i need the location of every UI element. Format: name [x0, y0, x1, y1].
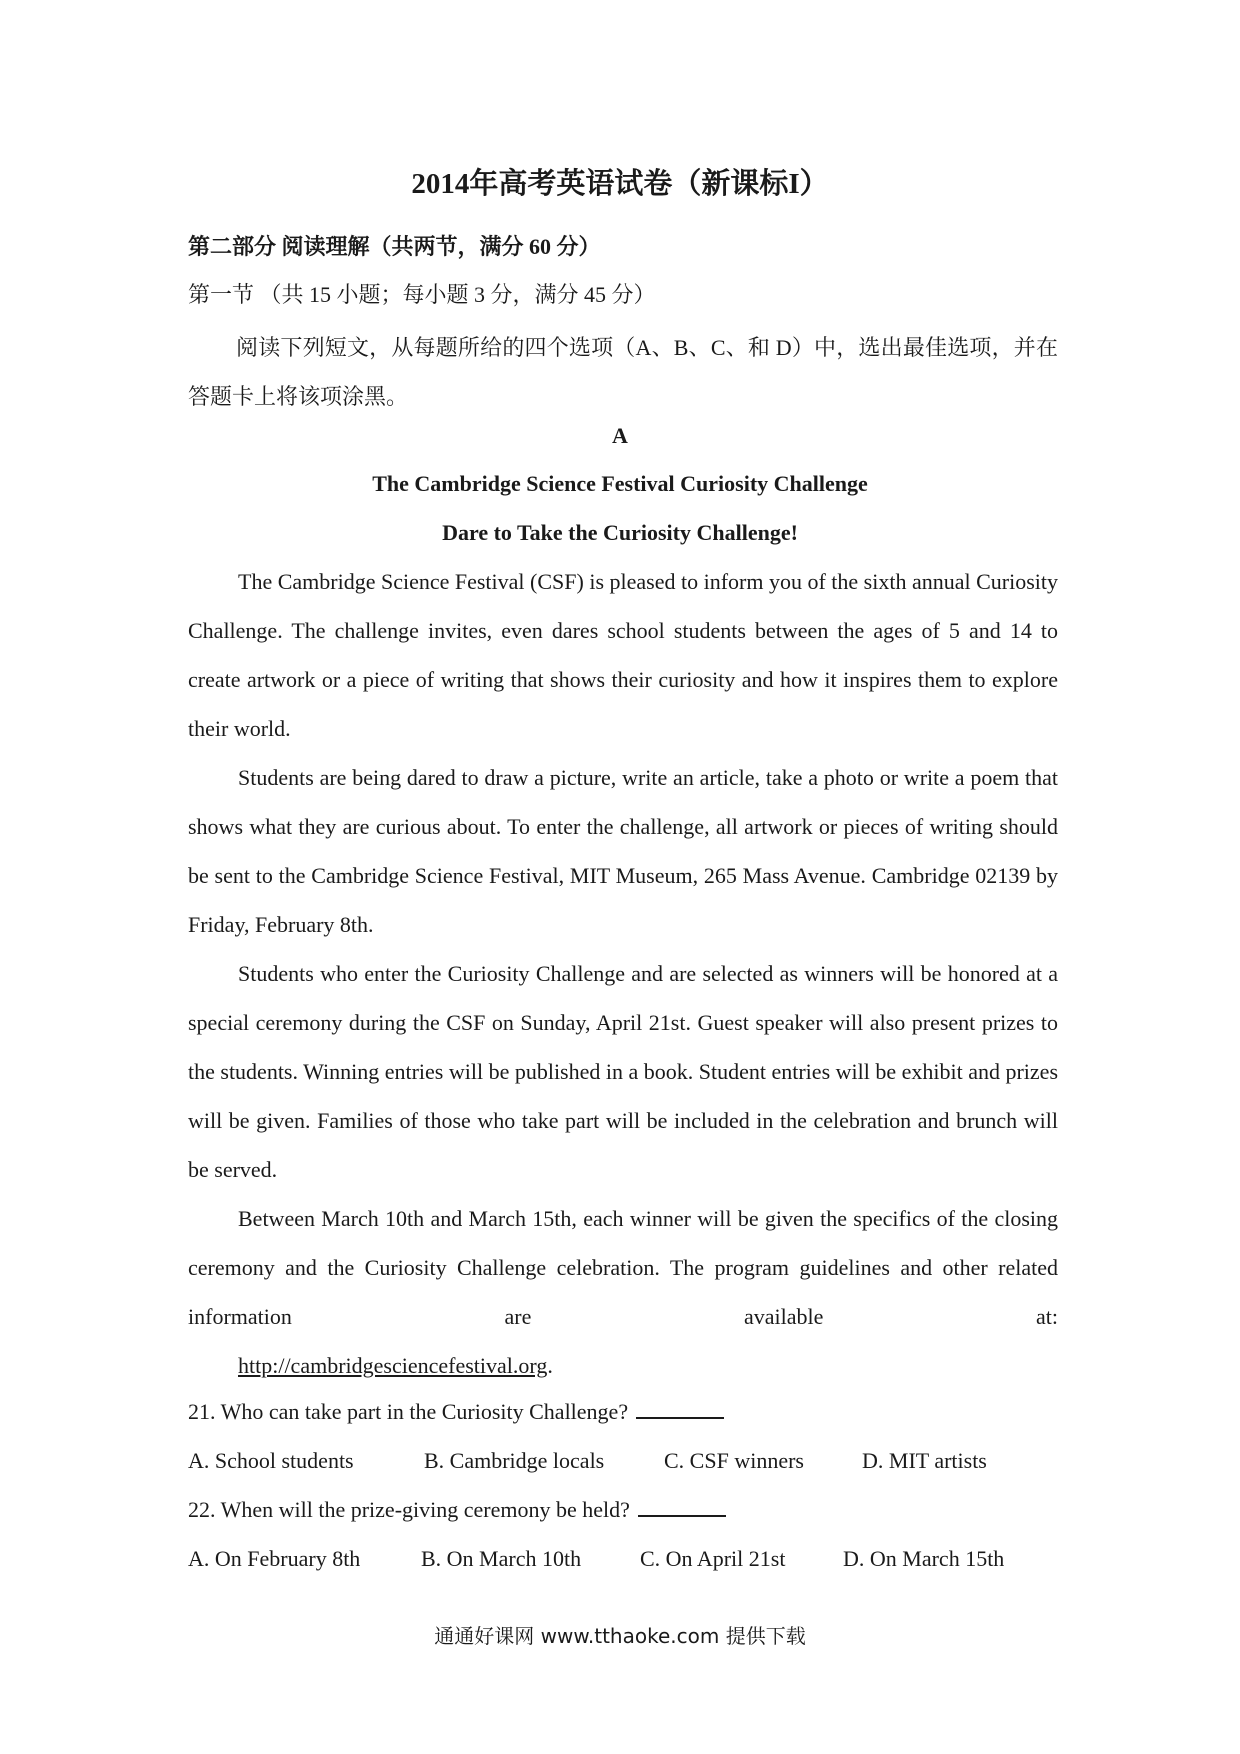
option-a: A. School students — [188, 1448, 354, 1473]
answer-options — [188, 1534, 1088, 1583]
question-stem — [188, 1387, 1088, 1436]
answer-blank — [638, 1495, 726, 1517]
option-d: D. MIT artists — [862, 1448, 987, 1473]
option-a: A. On February 8th — [188, 1546, 361, 1571]
question-stem-text: 22. When will the prize-giving ceremony be held? — [188, 1497, 630, 1522]
passage-paragraph: Students are being dared to draw a picture, write an article, take a photo or write a poem that shows what they are curious about. To enter the challenge, all artwork or pieces of writing should be sent to the Cambridge Science Festival, MIT Museum, 265 Mass Avenue. Cambridge 02139 by Friday, February 8th. — [188, 765, 1058, 937]
url-line — [188, 1341, 1058, 1390]
question-22 — [188, 1485, 1088, 1583]
question-stem — [188, 1485, 1088, 1534]
instruction-text: 阅读下列短文，从每题所给的四个选项（A、B、C、和 D）中，选出最佳选项，并在答题卡上将该项涂黑。 — [188, 335, 1058, 409]
answer-options — [188, 1436, 1088, 1485]
question-21 — [188, 1387, 1088, 1485]
questions-section — [188, 1387, 1088, 1583]
section-heading: 第二部分 阅读理解（共两节，满分 60 分） — [188, 234, 601, 259]
festival-url-link[interactable]: http://cambridgesciencefestival.org — [238, 1353, 548, 1378]
passage-subtitle: Dare to Take the Curiosity Challenge! — [442, 520, 798, 545]
passage-paragraph: Between March 10th and March 15th, each winner will be given the specifics of the closing ceremony and the Curiosity Challenge celebration. The program guidelines and other related information are available at: — [188, 1206, 1058, 1329]
option-b: B. On March 10th — [421, 1546, 582, 1571]
passage-title: The Cambridge Science Festival Curiosity Challenge — [372, 471, 868, 496]
passage-body — [188, 557, 1058, 1390]
option-c: C. CSF winners — [664, 1448, 804, 1473]
url-suffix: . — [547, 1353, 553, 1378]
question-stem-text: 21. Who can take part in the Curiosity Challenge? — [188, 1399, 629, 1424]
subsection-heading: 第一节 （共 15 小题；每小题 3 分，满分 45 分） — [188, 282, 656, 307]
footer-watermark: 通通好课网 www.tthaoke.com 提供下载 — [434, 1624, 806, 1648]
passage-paragraph: Students who enter the Curiosity Challenge and are selected as winners will be honored at a special ceremony during the CSF on Sunday, April 21st. Guest speaker will also present prizes to the students. Winning entries will be published in a book. Student entries will be exhibit and prizes will be given. Families of those who take part will be included in the celebration and brunch will be served. — [188, 961, 1059, 1182]
option-d: D. On March 15th — [843, 1546, 1005, 1571]
page-title: 2014年高考英语试卷（新课标I） — [411, 168, 829, 200]
passage-label: A — [612, 423, 628, 448]
option-b: B. Cambridge locals — [424, 1448, 605, 1473]
passage-paragraph: The Cambridge Science Festival (CSF) is pleased to inform you of the sixth annual Curiosity Challenge. The challenge invites, even dares school students between the ages of 5 and 14 to create artwork or a piece of writing that shows their curiosity and how it inspires them to explore their world. — [188, 569, 1058, 741]
option-c: C. On April 21st — [640, 1546, 786, 1571]
answer-blank — [636, 1397, 724, 1419]
